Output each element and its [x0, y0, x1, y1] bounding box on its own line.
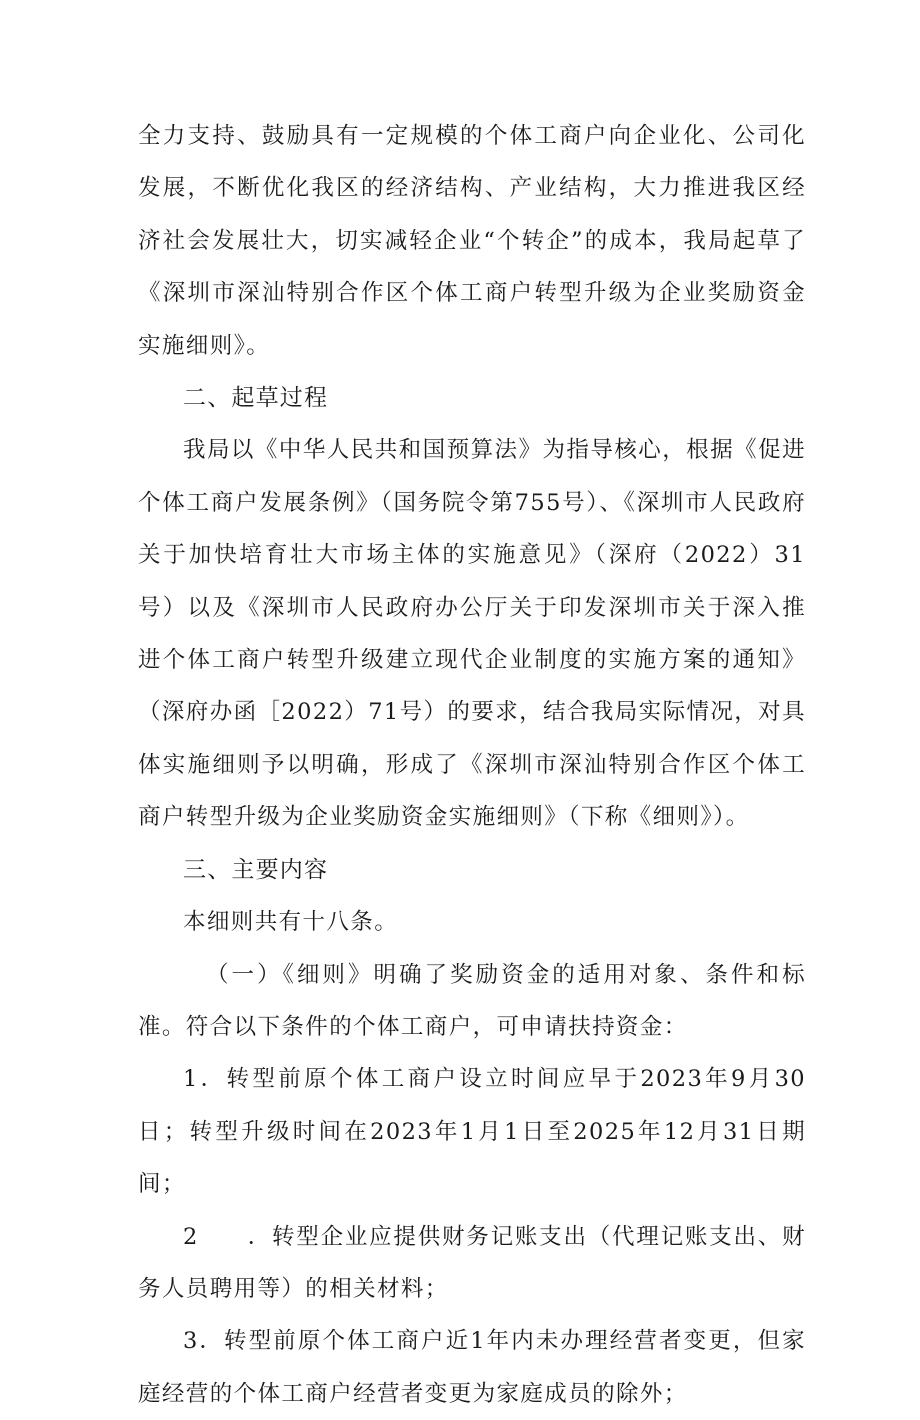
paragraph-scope-conditions: （一）《细则》明确了奖励资金的适用对象、条件和标准。符合以下条件的个体工商户，可申请扶持资金： — [138, 961, 806, 1040]
list-item-condition-2: 2 ．转型企业应提供财务记账支出（代理记账支出、财务人员聘用等）的相关材料； — [138, 1223, 806, 1302]
document-body — [138, 110, 806, 1420]
section-heading-main-content: 三、主要内容 — [183, 856, 329, 883]
section-heading-drafting-process: 二、起草过程 — [183, 385, 329, 412]
paragraph-article-count: 本细则共有十八条。 — [183, 909, 399, 936]
list-item-condition-3: 3．转型前原个体工商户近1年内未办理经营者变更，但家庭经营的个体工商户经营者变更为家庭成员的除外； — [138, 1328, 806, 1407]
list-item-condition-1: 1．转型前原个体工商户设立时间应早于2023年9月30日；转型升级时间在2023年1月1日至2025年12月31日期间； — [138, 1066, 806, 1198]
paragraph-drafting-basis: 我局以《中华人民共和国预算法》为指导核心，根据《促进个体工商户发展条例》（国务院令第755号）、《深圳市人民政府关于加快培育壮大市场主体的实施意见》（深府（2022）31号）以及《深圳市人民政府办公厅关于印发深圳市关于深入推进个体工商户转型升级建立现代企业制度的实施方案的通知》（深府办函［2022）71号）的要求，结合我局实际情况，对具体实施细则予以明确，形成了《深圳市深汕特别合作区个体工商户转型升级为企业奖励资金实施细则》（下称《细则》）。 — [138, 437, 806, 831]
paragraph-intro: 全力支持、鼓励具有一定规模的个体工商户向企业化、公司化发展，不断优化我区的经济结构、产业结构，大力推进我区经济社会发展壮大，切实减轻企业“个转企”的成本，我局起草了《深圳市深汕特别合作区个体工商户转型升级为企业奖励资金实施细则》。 — [138, 123, 806, 359]
